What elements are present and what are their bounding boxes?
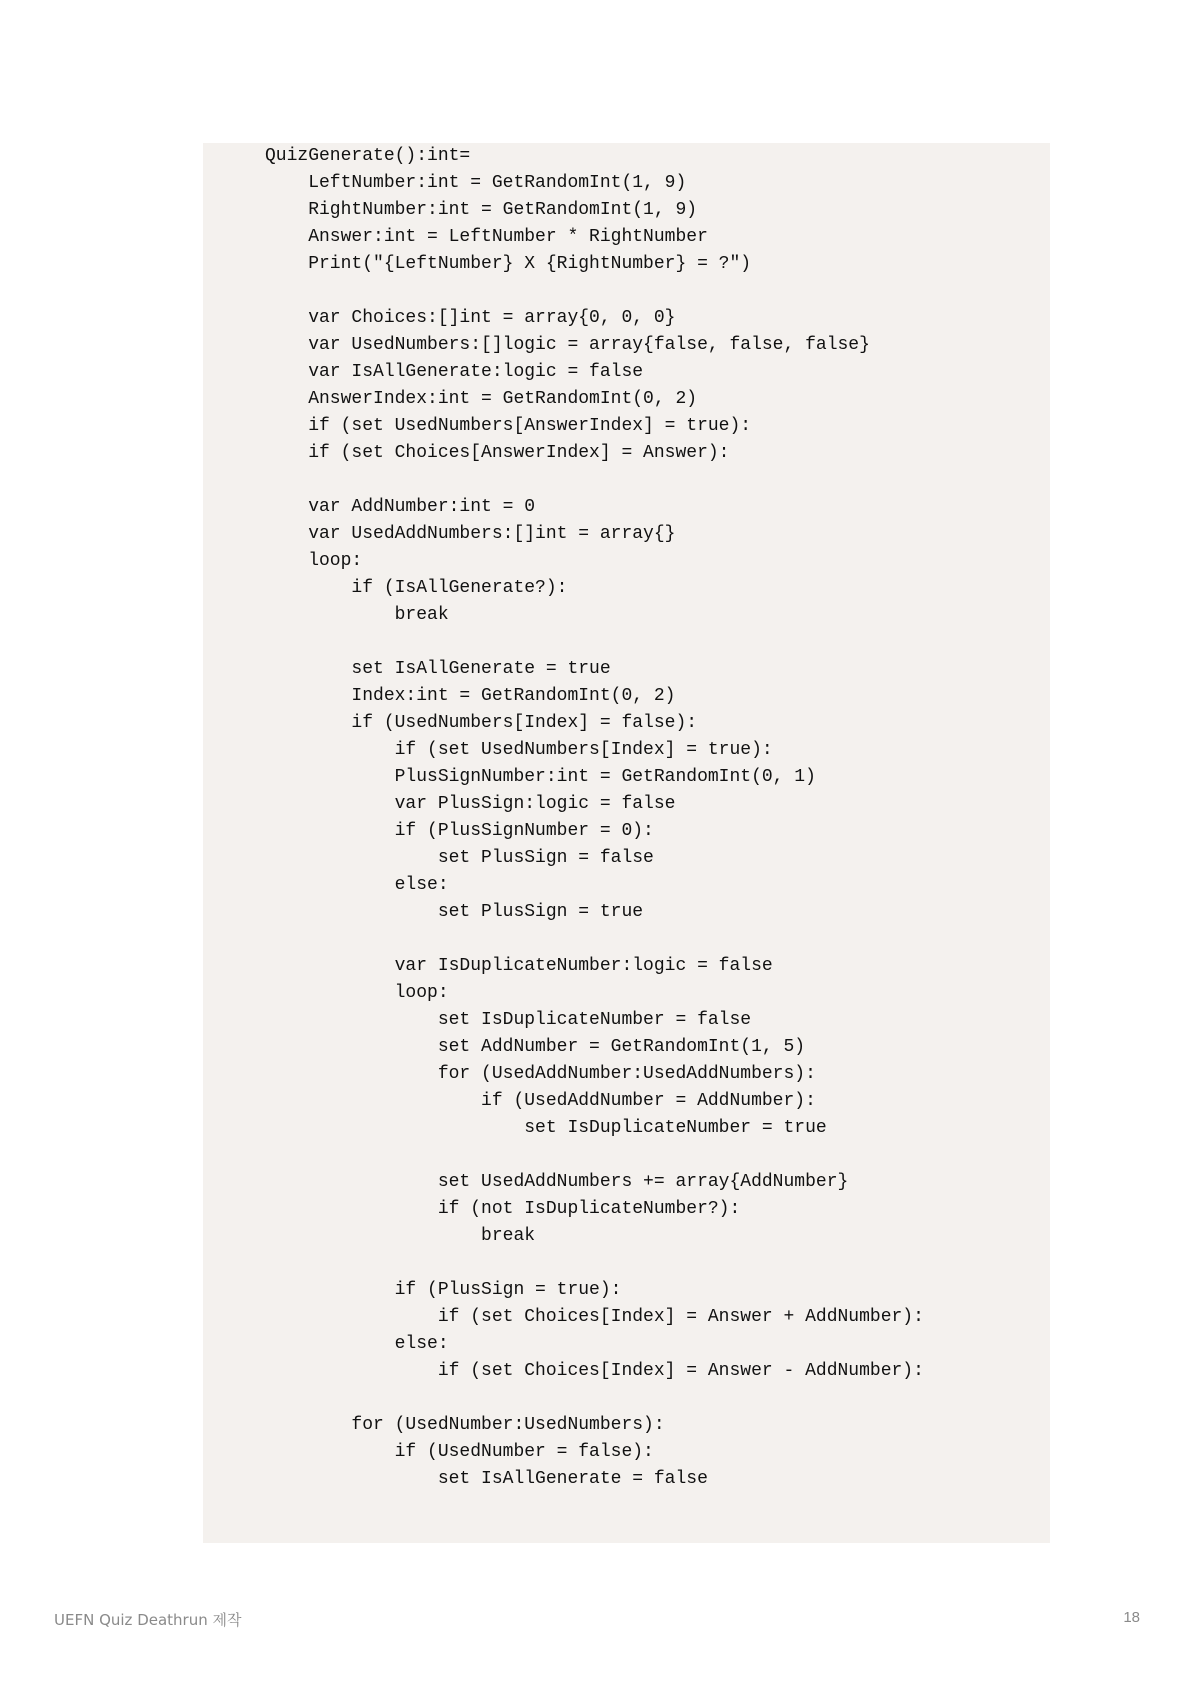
code-line: set PlusSign = false [265, 848, 654, 868]
code-line: for (UsedAddNumber:UsedAddNumbers): [265, 1064, 816, 1084]
code-line: set IsAllGenerate = false [265, 1469, 708, 1489]
code-line: if (set UsedNumbers[Index] = true): [265, 740, 773, 760]
footer-title: UEFN Quiz Deathrun 제작 [54, 1611, 242, 1629]
code-line: if (set Choices[AnswerIndex] = Answer): [265, 443, 730, 463]
code-line: if (UsedNumbers[Index] = false): [265, 713, 698, 733]
code-line: if (IsAllGenerate?): [265, 578, 568, 598]
code-line: Print("{LeftNumber} X {RightNumber} = ?") [265, 254, 752, 274]
code-line [265, 1385, 1030, 1412]
code-line: break [265, 1226, 536, 1246]
code-line: if (PlusSign = true): [265, 1280, 622, 1300]
code-line [265, 467, 1030, 494]
code-line: var UsedNumbers:[]logic = array{false, false, false} [265, 335, 870, 355]
code-line: if (PlusSignNumber = 0): [265, 821, 654, 841]
code-line: else: [265, 875, 449, 895]
code-line [265, 1142, 1030, 1169]
code-line: AnswerIndex:int = GetRandomInt(0, 2) [265, 389, 698, 409]
code-line: if (set Choices[Index] = Answer - AddNumber): [265, 1361, 924, 1381]
code-line: var AddNumber:int = 0 [265, 497, 536, 517]
code-line: var Choices:[]int = array{0, 0, 0} [265, 308, 676, 328]
code-line: loop: [265, 551, 363, 571]
code-line: else: [265, 1334, 449, 1354]
code-line: var UsedAddNumbers:[]int = array{} [265, 524, 676, 544]
code-line: set IsDuplicateNumber = true [265, 1118, 827, 1138]
code-line: if (UsedAddNumber = AddNumber): [265, 1091, 816, 1111]
code-line: LeftNumber:int = GetRandomInt(1, 9) [265, 173, 687, 193]
code-line: set IsDuplicateNumber = false [265, 1010, 752, 1030]
code-line: RightNumber:int = GetRandomInt(1, 9) [265, 200, 698, 220]
code-line: set IsAllGenerate = true [265, 659, 611, 679]
code-line: for (UsedNumber:UsedNumbers): [265, 1415, 665, 1435]
code-line: Answer:int = LeftNumber * RightNumber [265, 227, 708, 247]
code-line: PlusSignNumber:int = GetRandomInt(0, 1) [265, 767, 816, 787]
code-line: if (UsedNumber = false): [265, 1442, 654, 1462]
code-line: var PlusSign:logic = false [265, 794, 676, 814]
code-line [265, 1250, 1030, 1277]
code-line: var IsDuplicateNumber:logic = false [265, 956, 773, 976]
code-line: break [265, 605, 449, 625]
code-line: set PlusSign = true [265, 902, 644, 922]
code-line: set UsedAddNumbers += array{AddNumber} [265, 1172, 849, 1192]
code-line: Index:int = GetRandomInt(0, 2) [265, 686, 676, 706]
code-line: set AddNumber = GetRandomInt(1, 5) [265, 1037, 806, 1057]
code-block [203, 143, 1050, 1543]
code-line: var IsAllGenerate:logic = false [265, 362, 644, 382]
code-line: if (set Choices[Index] = Answer + AddNumber): [265, 1307, 924, 1327]
code-line: QuizGenerate():int= [265, 146, 471, 166]
code-line: loop: [265, 983, 449, 1003]
code-line: if (set UsedNumbers[AnswerIndex] = true): [265, 416, 752, 436]
code-line [265, 629, 1030, 656]
code-line [265, 278, 1030, 305]
page-number: 18 [1123, 1609, 1140, 1626]
code-listing [265, 143, 1030, 1493]
code-line: if (not IsDuplicateNumber?): [265, 1199, 741, 1219]
code-line [265, 926, 1030, 953]
